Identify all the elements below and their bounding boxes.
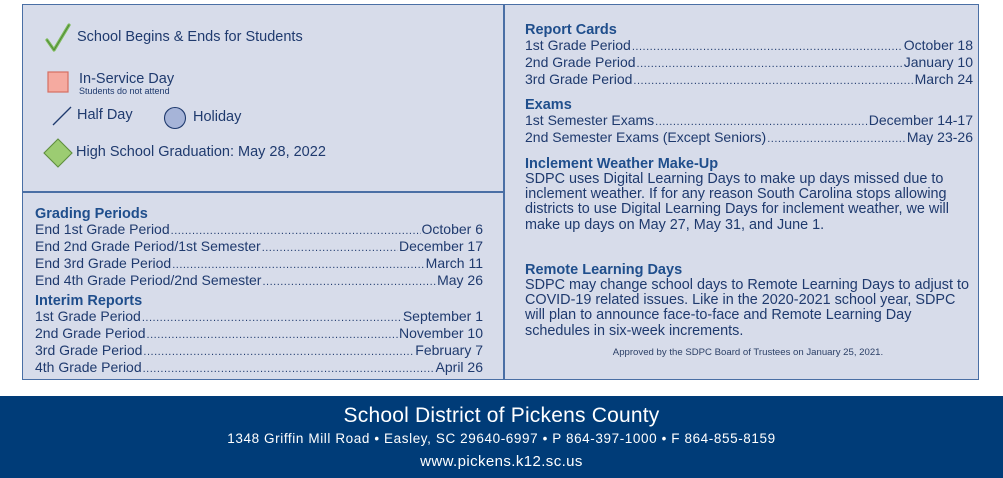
legend-half-day (51, 105, 133, 127)
exam-row: 2nd Semester Exams (Except Seniors) ..... May 23-26 (525, 130, 973, 147)
inclement-weather-text: SDPC uses Digital Learning Days to make up days missed due to inclement weather. If for any reason South Carolina stops allowing districts to use Digital Learning Days for inclement weather, we will make up days on May 27, May 31, and June 1. (525, 171, 949, 233)
grading-row: End 2nd Grade Period/1st Semester ..... December 17 (35, 239, 483, 256)
district-name: School District of Pickens County (343, 404, 660, 427)
half-day-slash-icon (51, 105, 73, 127)
exams-section (525, 97, 973, 147)
grading-periods-section (35, 206, 483, 290)
graduation-diamond-icon (42, 137, 74, 169)
legend-graduation-label: High School Graduation: May 28, 2022 (76, 144, 326, 161)
district-address: 1348 Griffin Mill Road • Easley, SC 29640-6997 • P 864-397-1000 • F 864-855-8159 (227, 431, 776, 446)
legend-school-begins (45, 23, 303, 53)
report-card-row: 3rd Grade Period ..... March 24 (525, 72, 973, 89)
inservice-square-icon (47, 71, 69, 93)
legend-graduation (42, 137, 326, 169)
horizontal-divider (23, 191, 503, 193)
inclement-weather-title: Inclement Weather Make-Up (525, 156, 719, 172)
report-cards-title: Report Cards (525, 22, 617, 38)
district-website[interactable]: www.pickens.k12.sc.us (420, 453, 583, 470)
grading-row: End 3rd Grade Period ..... March 11 (35, 256, 483, 273)
interim-reports-title: Interim Reports (35, 293, 143, 309)
interim-reports-section (35, 293, 483, 377)
remote-learning-text: SDPC may change school days to Remote Learning Days to adjust to COVID-19 related issues. Like in the 2020-2021 school year, SDPC will plan to announce face-to-face and Remote Learning Day schedules in six-week increments. (525, 277, 969, 339)
exam-row: 1st Semester Exams ..... December 14-17 (525, 113, 973, 130)
calendar-info-panel (22, 4, 979, 380)
exams-title: Exams (525, 97, 572, 113)
legend-half-day-label: Half Day (77, 107, 133, 124)
legend-inservice-sublabel: Students do not attend (79, 86, 170, 97)
legend-inservice-label: In-Service Day (79, 71, 175, 87)
interim-row: 1st Grade Period ..... September 1 (35, 309, 483, 326)
legend-inservice (47, 68, 174, 96)
report-card-row: 2nd Grade Period ..... January 10 (525, 55, 973, 72)
inclement-weather-section (525, 156, 973, 233)
grading-row: End 1st Grade Period ..... October 6 (35, 222, 483, 239)
report-cards-section (525, 22, 973, 89)
vertical-divider (503, 5, 505, 379)
interim-row: 2nd Grade Period ..... November 10 (35, 326, 483, 343)
legend-holiday-label: Holiday (193, 109, 242, 126)
interim-row: 4th Grade Period ..... April 26 (35, 360, 483, 377)
grading-row: End 4th Grade Period/2nd Semester ..... May 26 (35, 273, 483, 290)
legend-school-begins-label: School Begins & Ends for Students (77, 29, 303, 46)
grading-periods-title: Grading Periods (35, 206, 148, 222)
checkmark-icon (45, 23, 71, 53)
holiday-circle-icon (163, 106, 187, 130)
remote-learning-section (525, 262, 973, 339)
remote-learning-title: Remote Learning Days (525, 262, 683, 278)
interim-row: 3rd Grade Period ..... February 7 (35, 343, 483, 360)
approval-note: Approved by the SDPC Board of Trustees on January 25, 2021. (612, 347, 884, 358)
report-card-row: 1st Grade Period ..... October 18 (525, 38, 973, 55)
district-footer (0, 396, 1003, 478)
legend-holiday (163, 106, 241, 130)
